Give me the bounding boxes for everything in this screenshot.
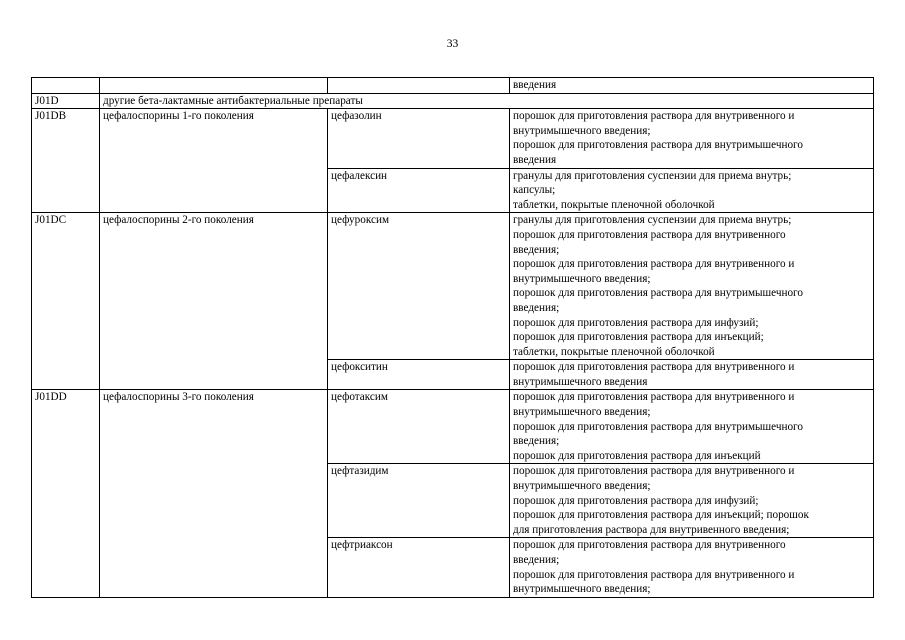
atc-drug-table bbox=[31, 77, 874, 598]
dosage-form-line: порошок для приготовления раствора для внутривенного bbox=[513, 228, 786, 241]
dosage-form-line: порошок для приготовления раствора для инфузий; bbox=[513, 494, 759, 507]
group-name-cell: другие бета-лактамные антибактериальные препараты bbox=[100, 93, 874, 109]
dosage-form-line: гранулы для приготовления суспензии для приема внутрь; bbox=[513, 214, 792, 227]
dosage-form-line: внутримышечного введения; bbox=[513, 124, 651, 137]
dosage-form-line: внутримышечного введения; bbox=[513, 480, 651, 493]
atc-code-cell: J01DD bbox=[32, 390, 100, 597]
dosage-forms-cell bbox=[510, 464, 874, 538]
dosage-form-line: введения; bbox=[513, 243, 560, 256]
dosage-form-line: внутримышечного введения; bbox=[513, 583, 651, 596]
atc-code-cell: J01D bbox=[32, 93, 100, 109]
dosage-forms-cell bbox=[510, 538, 874, 597]
drug-name-cell: цефуроксим bbox=[328, 213, 510, 360]
dosage-form-line: внутримышечного введения; bbox=[513, 406, 651, 419]
dosage-form-line: капсулы; bbox=[513, 184, 556, 197]
dosage-form-line: для приготовления раствора для внутривенного введения; bbox=[513, 523, 790, 536]
dosage-form-line: введения bbox=[513, 79, 557, 91]
table-row bbox=[32, 93, 874, 109]
group-name-cell bbox=[100, 78, 328, 94]
page-number: 33 bbox=[446, 38, 459, 50]
dosage-form-line: внутримышечного введения; bbox=[513, 272, 651, 285]
drug-name-cell: цефалексин bbox=[328, 168, 510, 213]
dosage-form-line: введения; bbox=[513, 554, 560, 566]
dosage-form-line: порошок для приготовления раствора для внутривенного и bbox=[513, 110, 795, 123]
atc-code-cell: J01DC bbox=[32, 213, 100, 390]
dosage-form-line: порошок для приготовления раствора для внутривенного bbox=[513, 539, 786, 552]
dosage-form-line: введения; bbox=[513, 435, 560, 448]
drug-name-cell: цефтриаксон bbox=[328, 538, 510, 597]
group-name-cell: цефалоспорины 1-го поколения bbox=[100, 109, 328, 213]
dosage-forms-cell bbox=[510, 213, 874, 360]
dosage-forms-cell bbox=[510, 109, 874, 168]
dosage-form-line: порошок для приготовления раствора для внутривенного и bbox=[513, 568, 795, 581]
dosage-form-line: порошок для приготовления раствора для инъекций; bbox=[513, 331, 764, 344]
dosage-form-line: порошок для приготовления раствора для инъекций; порошок bbox=[513, 509, 809, 522]
group-name-cell: цефалоспорины 3-го поколения bbox=[100, 390, 328, 597]
atc-code-cell: J01DB bbox=[32, 109, 100, 213]
dosage-form-line: порошок для приготовления раствора для внутримышечного bbox=[513, 420, 803, 433]
table-row bbox=[32, 78, 874, 94]
dosage-form-line: порошок для приготовления раствора для внутримышечного bbox=[513, 287, 803, 300]
dosage-form-line: введения; bbox=[513, 301, 560, 314]
dosage-form-line: таблетки, покрытые пленочной оболочкой bbox=[513, 198, 715, 211]
dosage-form-line: введения bbox=[513, 153, 557, 166]
dosage-form-line: порошок для приготовления раствора для внутривенного и bbox=[513, 391, 795, 404]
dosage-form-line: порошок для приготовления раствора для инъекций bbox=[513, 449, 761, 462]
dosage-form-line: порошок для приготовления раствора для внутримышечного bbox=[513, 139, 803, 152]
dosage-form-line: порошок для приготовления раствора для внутривенного и bbox=[513, 361, 795, 374]
dosage-forms-cell bbox=[510, 78, 874, 94]
drug-name-cell bbox=[328, 78, 510, 94]
group-name-cell: цефалоспорины 2-го поколения bbox=[100, 213, 328, 390]
table-row bbox=[32, 109, 874, 168]
drug-name-cell: цефотаксим bbox=[328, 390, 510, 464]
table-row bbox=[32, 390, 874, 464]
dosage-forms-cell bbox=[510, 360, 874, 390]
atc-code-cell bbox=[32, 78, 100, 94]
table-row bbox=[32, 213, 874, 360]
dosage-forms-cell bbox=[510, 168, 874, 213]
dosage-form-line: гранулы для приготовления суспензии для приема внутрь; bbox=[513, 169, 792, 182]
dosage-form-line: порошок для приготовления раствора для внутривенного и bbox=[513, 465, 795, 478]
dosage-form-line: порошок для приготовления раствора для инфузий; bbox=[513, 316, 759, 329]
dosage-forms-cell bbox=[510, 390, 874, 464]
dosage-form-line: порошок для приготовления раствора для внутривенного и bbox=[513, 258, 795, 271]
drug-name-cell: цефазолин bbox=[328, 109, 510, 168]
dosage-form-line: таблетки, покрытые пленочной оболочкой bbox=[513, 345, 715, 358]
drug-name-cell: цефокситин bbox=[328, 360, 510, 390]
drug-name-cell: цефтазидим bbox=[328, 464, 510, 538]
dosage-form-line: внутримышечного введения bbox=[513, 375, 648, 388]
